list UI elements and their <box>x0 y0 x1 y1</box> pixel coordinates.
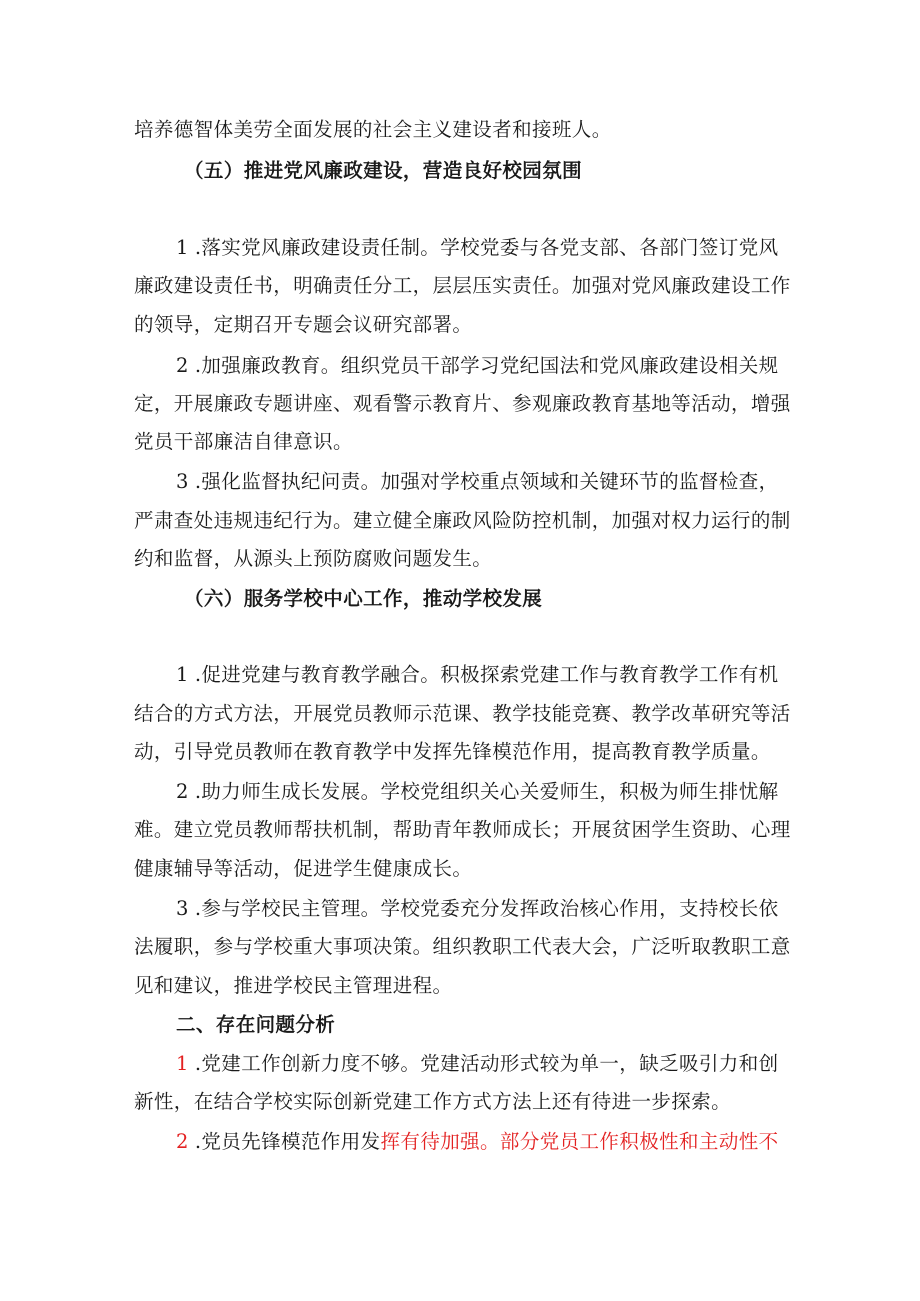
item-5-2-line-1 <box>176 352 779 380</box>
item-5-3-line-1 <box>176 468 779 496</box>
problem-1-line-1 <box>176 1050 779 1078</box>
item-number: 1 <box>176 663 189 686</box>
item-text: .党员先锋模范作用发 <box>194 1130 381 1153</box>
problem-1-line-2: 新性，在结合学校实际创新党建工作方式方法上还有待进一步探索。 <box>134 1090 732 1113</box>
item-6-2-line-1 <box>176 778 779 806</box>
item-5-2-line-3: 党员干部廉洁自律意识。 <box>134 430 353 453</box>
highlighted-text: 挥有待加强。部分党员工作积极性和主动性不 <box>380 1130 779 1153</box>
item-5-2-line-2: 定，开展廉政专题讲座、观看警示教育片、参观廉政教育基地等活动，增强 <box>134 392 791 415</box>
item-number: 1 <box>176 236 189 259</box>
item-6-3-line-2: 法履职，参与学校重大事项决策。组织教职工代表大会，广泛听取教职工意 <box>134 935 791 958</box>
item-number: 1 <box>176 1052 189 1075</box>
item-number: 2 <box>176 354 189 377</box>
section-heading-6: （六）服务学校中心工作，推动学校发展 <box>184 587 543 610</box>
item-number: 3 <box>176 897 189 920</box>
item-5-1-line-3: 的领导，定期召开专题会议研究部署。 <box>134 313 473 336</box>
item-6-1-line-1 <box>176 661 779 689</box>
item-text: .党建工作创新力度不够。党建活动形式较为单一，缺乏吸引力和创 <box>194 1052 779 1075</box>
item-6-1-line-2: 结合的方式方法，开展党员教师示范课、教学技能竞赛、教学改革研究等活 <box>134 702 791 725</box>
paragraph-line: 培养德智体美劳全面发展的社会主义建设者和接班人。 <box>134 118 612 141</box>
item-text: .参与学校民主管理。学校党委充分发挥政治核心作用，支持校长依 <box>194 897 779 920</box>
item-6-3-line-3: 见和建议，推进学校民主管理进程。 <box>134 974 453 997</box>
item-6-2-line-3: 健康辅导等活动，促进学生健康成长。 <box>134 857 473 880</box>
item-6-1-line-3: 动，引导党员教师在教育教学中发挥先锋模范作用，提高教育教学质量。 <box>134 740 771 763</box>
item-number: 2 <box>176 780 189 803</box>
item-text: .加强廉政教育。组织党员干部学习党纪国法和党风廉政建设相关规 <box>194 354 779 377</box>
item-5-3-line-2: 严肃查处违规违纪行为。建立健全廉政风险防控机制，加强对权力运行的制 <box>134 509 791 532</box>
section-heading-2: 二、存在问题分析 <box>176 1013 336 1036</box>
item-text: .强化监督执纪问责。加强对学校重点领域和关键环节的监督检查， <box>194 470 779 493</box>
item-number: 2 <box>176 1130 189 1153</box>
item-text: .促进党建与教育教学融合。积极探索党建工作与教育教学工作有机 <box>194 663 779 686</box>
item-5-3-line-3: 约和监督，从源头上预防腐败问题发生。 <box>134 547 493 570</box>
item-number: 3 <box>176 470 189 493</box>
section-heading-5: （五）推进党风廉政建设，营造良好校园氛围 <box>184 159 583 182</box>
item-6-3-line-1 <box>176 895 779 923</box>
problem-2-line-1 <box>176 1128 779 1156</box>
item-text: .助力师生成长发展。学校党组织关心关爱师生，积极为师生排忧解 <box>194 780 779 803</box>
item-6-2-line-2: 难。建立党员教师帮扶机制，帮助青年教师成长；开展贫困学生资助、心理 <box>134 818 791 841</box>
item-5-1-line-1 <box>176 234 779 262</box>
item-text: .落实党风廉政建设责任制。学校党委与各党支部、各部门签订党风 <box>194 236 779 259</box>
item-5-1-line-2: 廉政建设责任书，明确责任分工，层层压实责任。加强对党风廉政建设工作 <box>134 274 791 297</box>
